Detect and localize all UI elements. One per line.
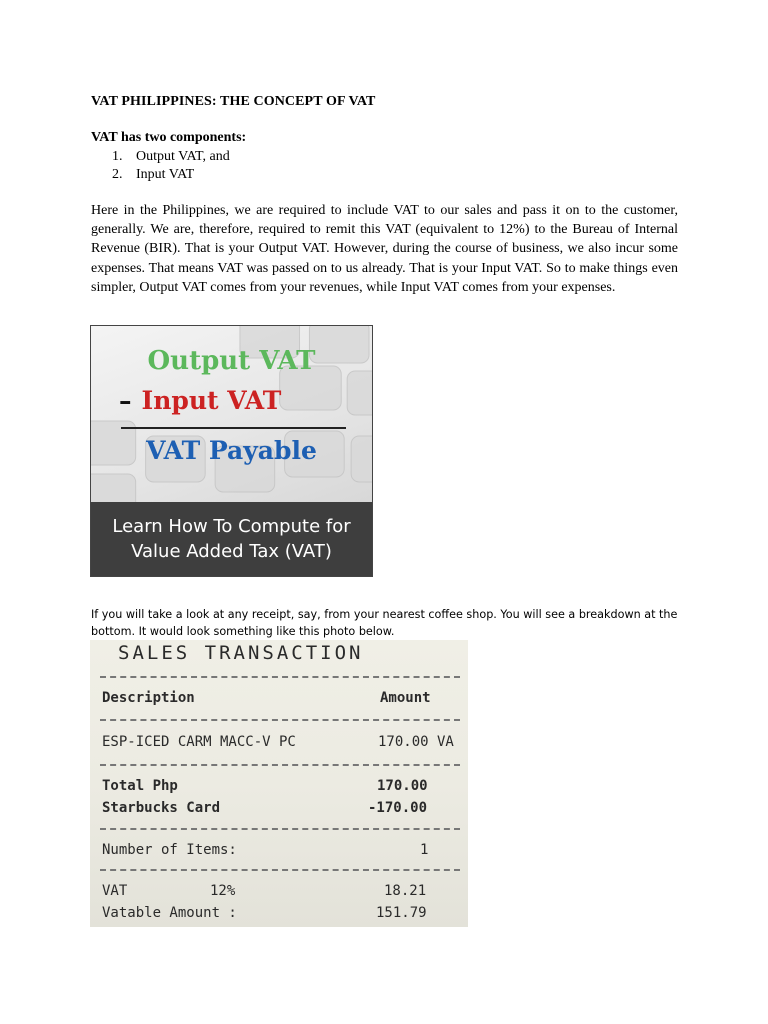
receipt-vat-amount: 18.21: [384, 883, 427, 899]
receipt-vatable-label: Vatable Amount :: [102, 905, 237, 921]
receipt-divider: [100, 869, 460, 871]
receipt-items-label: Number of Items:: [102, 842, 237, 858]
receipt-items-count: 1: [420, 842, 429, 858]
receipt-header: SALES TRANSACTION: [118, 642, 364, 664]
receipt-item-name: ESP-ICED CARM MACC-V PC: [102, 734, 296, 750]
receipt-card-label: Starbucks Card: [102, 800, 221, 816]
receipt-caption: If you will take a look at any receipt, say, from your nearest coffee shop. You will see a breakdown at the bottom. It would look something like this photo below.: [91, 608, 678, 638]
list-item: [112, 148, 230, 166]
receipt-total-amount: 170.00: [377, 778, 428, 794]
vat-payable-label: VAT Payable: [146, 436, 317, 465]
output-vat-label: Output VAT: [147, 346, 316, 376]
receipt-divider: [100, 676, 460, 678]
receipt-divider: [100, 719, 460, 721]
input-vat-row: [119, 386, 281, 415]
receipt-vatable-amount: 151.79: [376, 905, 427, 921]
list-item-label: Input VAT: [136, 166, 195, 182]
receipt-total-label: Total Php: [102, 778, 178, 794]
minus-sign: –: [119, 386, 132, 415]
list-item-label: Output VAT, and: [136, 149, 230, 164]
receipt-vat-rate: 12%: [210, 883, 236, 899]
components-list: [112, 148, 230, 183]
cta-line-1: Learn How To Compute for: [112, 516, 351, 537]
list-item: [112, 166, 230, 184]
input-vat-label: Input VAT: [141, 386, 282, 415]
receipt-divider: [100, 764, 460, 766]
vat-formula-image: [90, 325, 373, 577]
formula-divider: [121, 427, 346, 429]
body-paragraph: Here in the Philippines, we are required to include VAT to our sales and pass it on to the customer, generally. We are, therefore, required to remit this VAT (equivalent to 12%) to the Bureau of Internal Revenue (BIR). That is your Output VAT. However, during the course of business, we also incur some expenses. That means VAT was passed on to us already. That is your Input VAT. So to make things even simpler, Output VAT comes from your revenues, while Input VAT comes from your expenses.: [91, 203, 678, 295]
cta-line-2: Value Added Tax (VAT): [131, 541, 332, 562]
banner-cta: [91, 502, 372, 576]
list-number: 1.: [112, 149, 123, 164]
list-number: 2.: [112, 166, 123, 182]
receipt-divider: [100, 828, 460, 830]
receipt-item-amount: 170.00 VA: [378, 734, 454, 750]
page-title: VAT PHILIPPINES: THE CONCEPT OF VAT: [91, 94, 376, 109]
receipt-card-amount: -170.00: [368, 800, 428, 816]
receipt-vat-label: VAT: [102, 883, 128, 899]
section-heading: VAT has two components:: [91, 130, 247, 145]
receipt-col-description: Description: [102, 690, 195, 706]
receipt-col-amount: Amount: [380, 690, 431, 706]
receipt-photo: [90, 640, 468, 927]
